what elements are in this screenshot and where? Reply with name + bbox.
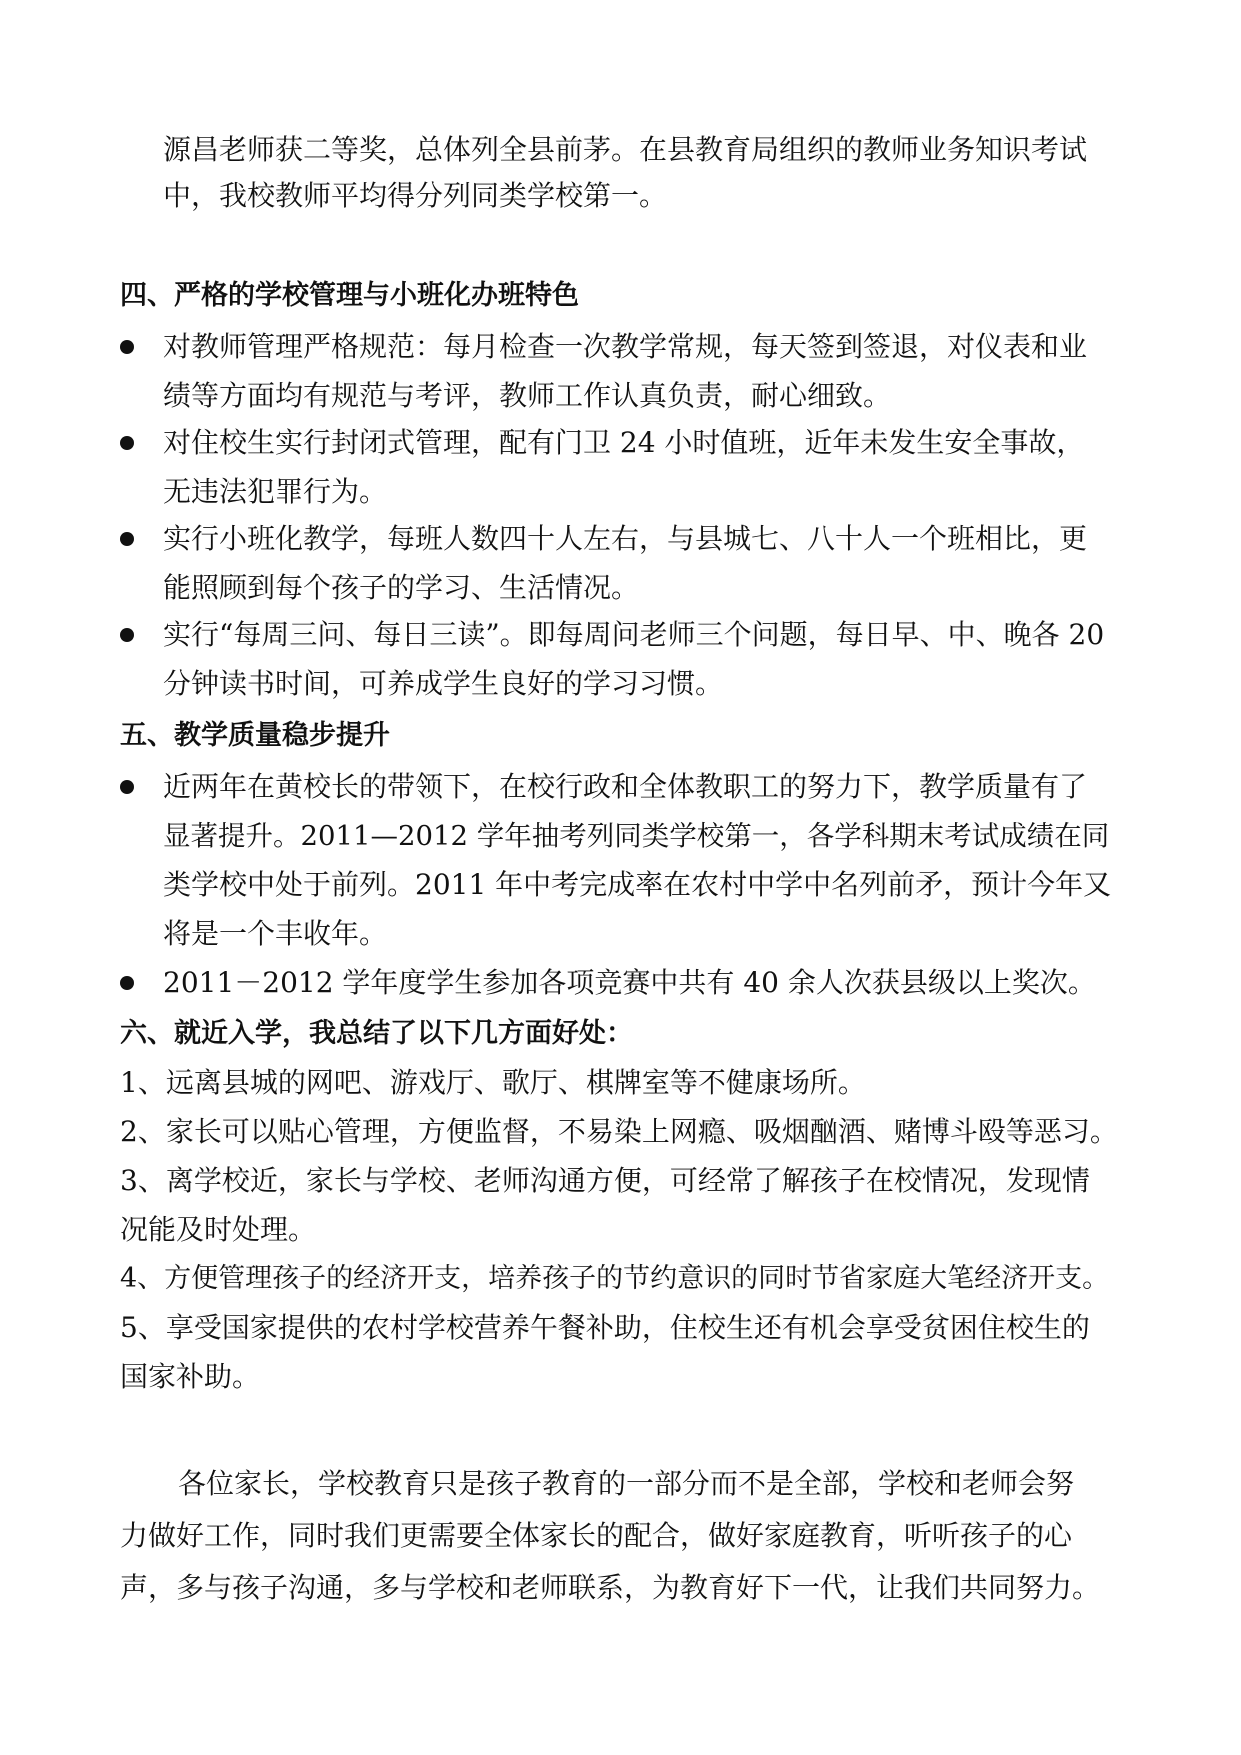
closing-line: 各位家长，学校教育只是孩子教育的一部分而不是全部，学校和老师会努 (178, 1467, 1075, 1500)
closing-line: 声，多与孩子沟通，多与学校和老师联系，为教育好下一代，让我们共同努力。 (120, 1571, 1101, 1604)
section-4-item-line: 对住校生实行封闭式管理，配有门卫 24 小时值班，近年未发生安全事故， (163, 426, 1085, 459)
section-4-item-line: 实行“每周三问、每日三读”。即每周问老师三个问题，每日早、中、晚各 20 (163, 618, 1105, 651)
section-4-item-line: 绩等方面均有规范与考评，教师工作认真负责，耐心细致。 (163, 379, 892, 412)
section-4-item-line: 实行小班化教学，每班人数四十人左右，与县城七、八十人一个班相比，更 (163, 522, 1088, 555)
section-5-item-line: 显著提升。2011—2012 学年抽考列同类学校第一，各学科期末考试成绩在同 (163, 820, 1110, 852)
section-4-heading: 四、严格的学校管理与小班化办班特色 (120, 280, 579, 311)
section-5-item-line: 近两年在黄校长的带领下，在校行政和全体教职工的努力下，教学质量有了 (163, 770, 1088, 803)
section-5-item-line: 将是一个丰收年。 (163, 917, 388, 950)
section-6-heading: 六、就近入学，我总结了以下几方面好处： (120, 1018, 633, 1049)
bullet-icon (120, 628, 134, 642)
section-4-item-line: 对教师管理严格规范：每月检查一次教学常规，每天签到签退，对仪表和业 (163, 330, 1088, 363)
bullet-icon (120, 976, 134, 990)
closing-line: 力做好工作，同时我们更需要全体家长的配合，做好家庭教育，听听孩子的心 (120, 1519, 1073, 1552)
intro-line: 中，我校教师平均得分列同类学校第一。 (163, 179, 668, 212)
section-6-item-line: 况能及时处理。 (120, 1213, 317, 1246)
section-5-item-line: 2011－2012 学年度学生参加各项竞赛中共有 40 余人次获县级以上奖次。 (163, 966, 1096, 999)
bullet-icon (120, 532, 134, 546)
section-5-item-line: 类学校中处于前列。2011 年中考完成率在农村中学中名列前矛，预计今年又 (163, 868, 1112, 901)
section-6-item-line: 1、远离县城的网吧、游戏厅、歌厅、棋牌室等不健康场所。 (120, 1066, 866, 1099)
section-6-item-line: 国家补助。 (120, 1360, 261, 1393)
section-6-item-line: 4、方便管理孩子的经济开支，培养孩子的节约意识的同时节省家庭大笔经济开支。 (120, 1263, 1110, 1294)
intro-line: 源昌老师获二等奖，总体列全县前茅。在县教育局组织的教师业务知识考试 (163, 133, 1088, 166)
bullet-icon (120, 780, 134, 794)
bullet-icon (120, 340, 134, 354)
bullet-icon (120, 436, 134, 450)
section-5-heading: 五、教学质量稳步提升 (120, 720, 390, 751)
section-6-item-line: 2、家长可以贴心管理，方便监督，不易染上网瘾、吸烟酗酒、赌博斗殴等恶习。 (120, 1115, 1118, 1148)
section-6-item-line: 3、离学校近，家长与学校、老师沟通方便，可经常了解孩子在校情况，发现情 (120, 1164, 1090, 1197)
section-4-item-line: 分钟读书时间，可养成学生良好的学习习惯。 (163, 667, 724, 700)
section-4-item-line: 能照顾到每个孩子的学习、生活情况。 (163, 571, 640, 604)
section-4-item-line: 无违法犯罪行为。 (163, 475, 388, 508)
section-6-item-line: 5、享受国家提供的农村学校营养午餐补助，住校生还有机会享受贫困住校生的 (120, 1311, 1090, 1344)
